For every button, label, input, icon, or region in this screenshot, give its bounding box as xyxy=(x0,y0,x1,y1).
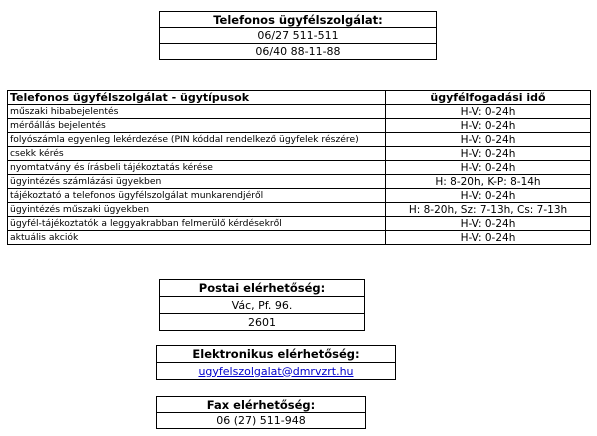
service-type: aktuális akciók xyxy=(8,231,386,245)
postal-contact-table xyxy=(159,279,365,331)
table-row xyxy=(8,203,591,217)
fax-contact-title: Fax elérhetőség: xyxy=(157,397,366,413)
table-row xyxy=(8,105,591,119)
service-type: csekk kérés xyxy=(8,147,386,161)
service-type: tájékoztató a telefonos ügyfélszolgálat munkarendjéről xyxy=(8,189,386,203)
service-types-table xyxy=(7,90,591,245)
email-link[interactable]: ugyfelszolgalat@dmrvzrt.hu xyxy=(198,364,354,378)
phone-number-1: 06/27 511-511 xyxy=(160,28,437,44)
service-time: H-V: 0-24h xyxy=(386,189,591,203)
service-type: folyószámla egyenleg lekérdezése (PIN kóddal rendelkező ügyfelek részére) xyxy=(8,133,386,147)
table-row xyxy=(8,189,591,203)
service-type: ügyintézés számlázási ügyekben xyxy=(8,175,386,189)
electronic-contact-title: Elektronikus elérhetőség: xyxy=(157,346,396,363)
service-time: H-V: 0-24h xyxy=(386,133,591,147)
service-time: H-V: 0-24h xyxy=(386,119,591,133)
table-row xyxy=(8,217,591,231)
service-time: H-V: 0-24h xyxy=(386,217,591,231)
table-row xyxy=(8,161,591,175)
service-types-header-row xyxy=(8,91,591,105)
service-type: ügyintézés műszaki ügyekben xyxy=(8,203,386,217)
service-type: nyomtatvány és írásbeli tájékoztatás kérése xyxy=(8,161,386,175)
table-row xyxy=(8,175,591,189)
email-cell xyxy=(157,363,396,380)
service-types-header: Telefonos ügyfélszolgálat - ügytípusok xyxy=(8,91,386,105)
service-type: műszaki hibabejelentés xyxy=(8,105,386,119)
fax-number: 06 (27) 511-948 xyxy=(157,413,366,429)
electronic-contact-table xyxy=(156,345,396,380)
service-time: H: 8-20h, K-P: 8-14h xyxy=(386,175,591,189)
postal-address: Vác, Pf. 96. xyxy=(160,297,365,314)
service-time: H-V: 0-24h xyxy=(386,147,591,161)
service-time: H-V: 0-24h xyxy=(386,161,591,175)
service-time: H: 8-20h, Sz: 7-13h, Cs: 7-13h xyxy=(386,203,591,217)
phone-service-title: Telefonos ügyfélszolgálat: xyxy=(160,12,437,28)
service-type: ügyfél-tájékoztatók a leggyakrabban felmerülő kérdésekről xyxy=(8,217,386,231)
postal-code: 2601 xyxy=(160,314,365,331)
service-type: mérőállás bejelentés xyxy=(8,119,386,133)
opening-hours-header: ügyfélfogadási idő xyxy=(386,91,591,105)
service-time: H-V: 0-24h xyxy=(386,231,591,245)
fax-contact-table xyxy=(156,396,366,429)
service-time: H-V: 0-24h xyxy=(386,105,591,119)
postal-contact-title: Postai elérhetőség: xyxy=(160,280,365,297)
table-row xyxy=(8,231,591,245)
table-row xyxy=(8,147,591,161)
phone-number-2: 06/40 88-11-88 xyxy=(160,44,437,60)
table-row xyxy=(8,133,591,147)
table-row xyxy=(8,119,591,133)
phone-service-table xyxy=(159,11,437,60)
